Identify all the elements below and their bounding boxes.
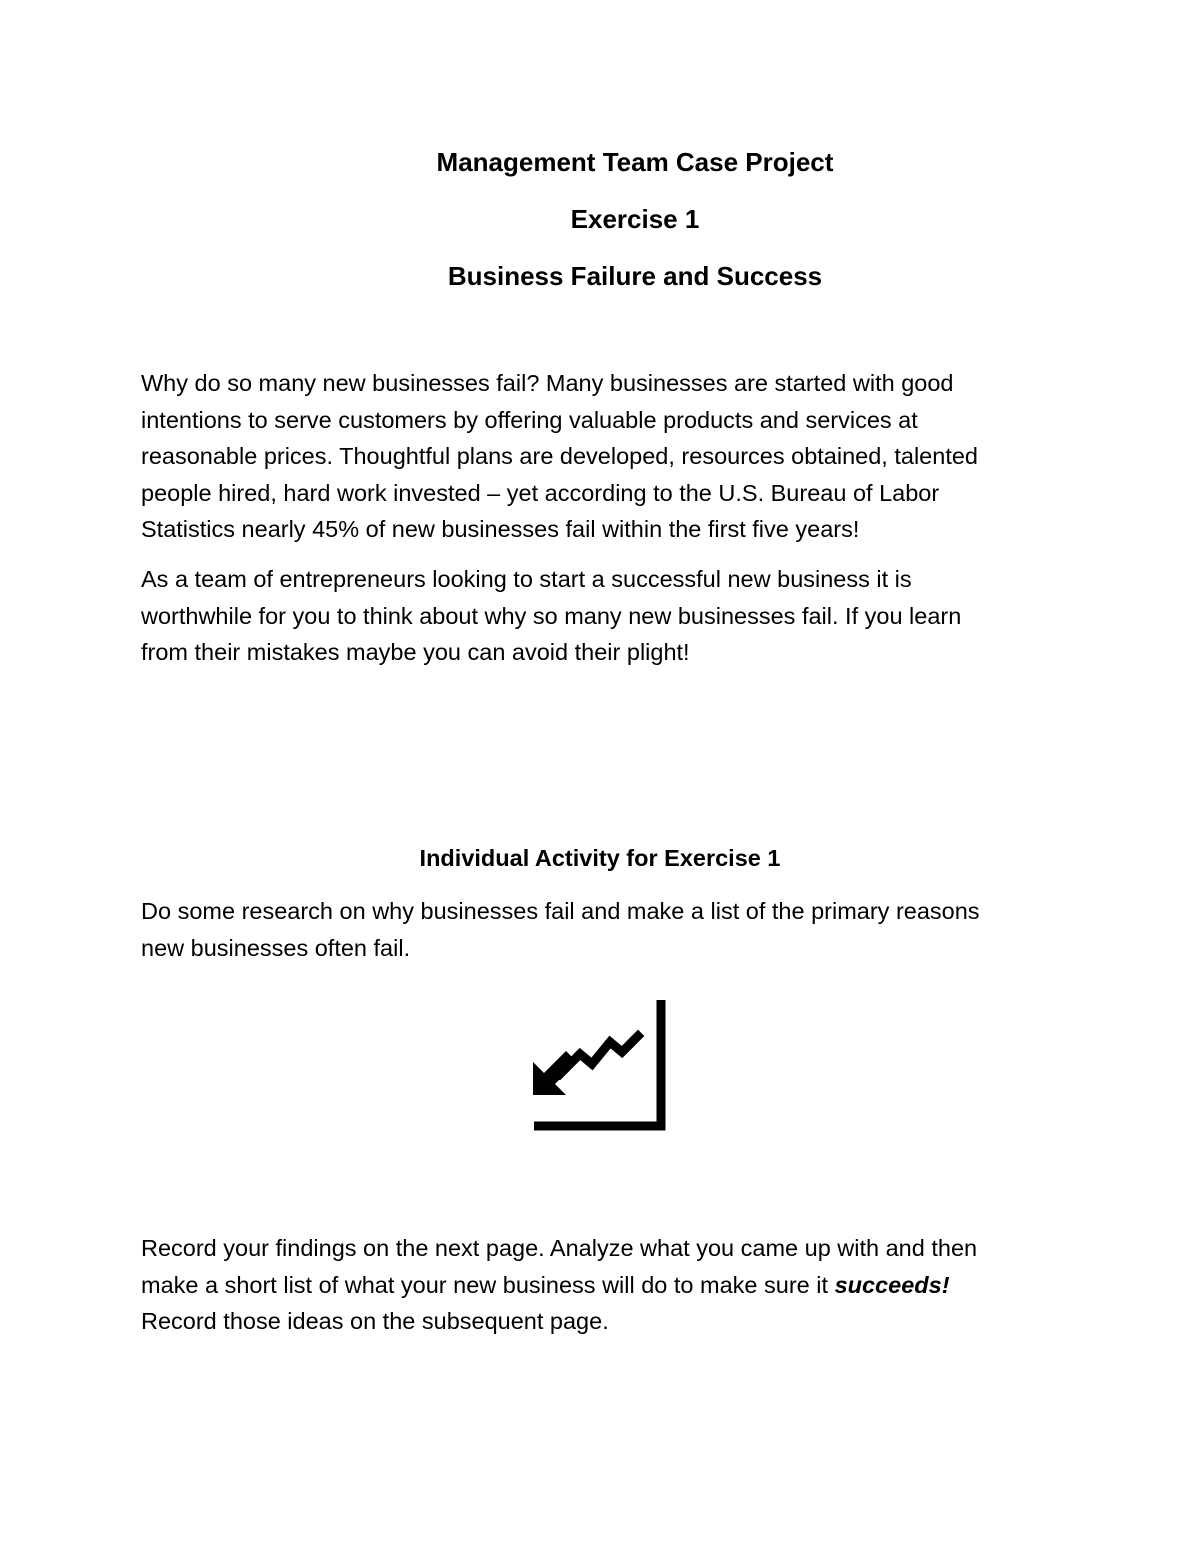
paragraph-line: Record those ideas on the subsequent page. [141, 1308, 609, 1334]
paragraph-line: reasonable prices. Thoughtful plans are developed, resources obtained, talented [141, 443, 978, 469]
paragraph-line: from their mistakes maybe you can avoid their plight! [141, 639, 690, 665]
declining-trend-chart-icon [530, 996, 670, 1136]
paragraph-line: new businesses often fail. [141, 934, 411, 961]
paragraph-line: Do some research on why businesses fail and make a list of the primary reasons [141, 898, 980, 924]
paragraph-line: Record your findings on the next page. Analyze what you came up with and then [141, 1235, 978, 1261]
paragraph-line: intentions to serve customers by offering valuable products and services at [141, 406, 918, 433]
paragraph-line: worthwhile for you to think about why so many new businesses fail. If you learn [141, 602, 962, 629]
paragraph-line [141, 1267, 1061, 1304]
document-subtitle: Business Failure and Success [447, 261, 823, 291]
team-paragraph [141, 561, 1061, 671]
paragraph-line: people hired, hard work invested – yet according to the U.S. Bureau of Labor [141, 479, 940, 506]
paragraph-line: As a team of entrepreneurs looking to start a successful new business it is [141, 566, 912, 592]
activity-paragraph [141, 893, 1061, 966]
paragraph-text: make a short list of what your new business will do to make sure it [141, 1271, 835, 1298]
paragraph-line: Why do so many new businesses fail? Many businesses are started with good [141, 370, 954, 396]
paragraph-line: Statistics nearly 45% of new businesses fail within the first five years! [141, 516, 860, 542]
document-title: Management Team Case Project [436, 147, 834, 177]
emphasized-word: succeeds! [834, 1271, 950, 1298]
exercise-label: Exercise 1 [570, 204, 700, 234]
intro-paragraph [141, 365, 1061, 548]
activity-heading: Individual Activity for Exercise 1 [419, 845, 781, 871]
record-paragraph [141, 1230, 1061, 1340]
